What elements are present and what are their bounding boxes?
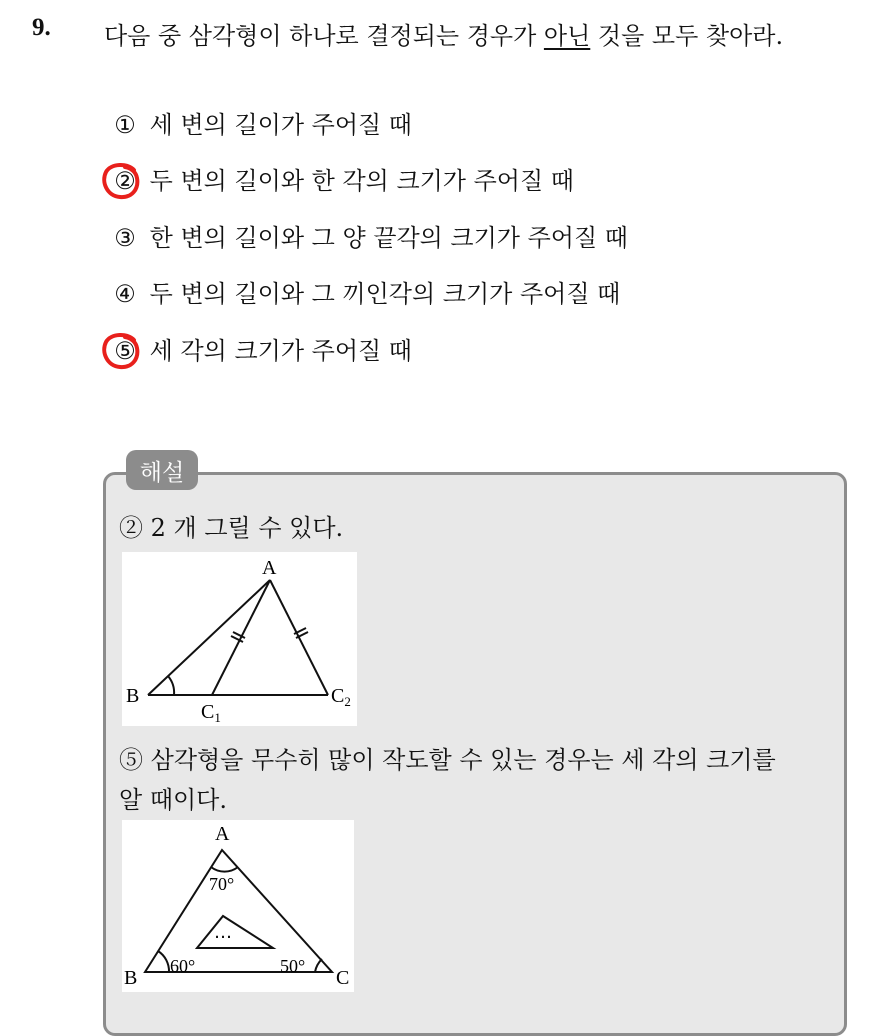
choice-text: 세 각의 크기가 주어질 때: [149, 337, 412, 365]
choice-2[interactable]: [108, 164, 574, 198]
choice-text: 두 변의 길이와 한 각의 크기가 주어질 때: [149, 167, 574, 195]
explanation-line-1: ② 2 개 그릴 수 있다.: [119, 514, 344, 542]
choice-3[interactable]: [108, 221, 628, 255]
question-number: 9.: [32, 14, 51, 41]
explanation-line-3: 알 때이다.: [119, 786, 227, 814]
choice-number: ①: [114, 111, 136, 139]
choice-4[interactable]: [108, 277, 620, 311]
question-text-before: 다음 중 삼각형이 하나로 결정되는 경우가: [104, 22, 544, 50]
explanation-tag: 해설: [126, 450, 198, 490]
label-c: C: [336, 967, 350, 989]
choice-number: ⑤: [114, 337, 136, 365]
question-text-after: 것을 모두 찾아라.: [590, 22, 784, 50]
label-b: B: [126, 685, 140, 707]
label-a: A: [215, 823, 230, 845]
choice-text: 세 변의 길이가 주어질 때: [149, 111, 412, 139]
triangle-diagram-2: [122, 820, 354, 992]
figure-similar-triangles: [122, 820, 354, 992]
triangle-diagram-1: [122, 552, 357, 726]
angle-c-label: 50°: [280, 956, 306, 976]
red-circle-mark-icon: [101, 332, 141, 370]
explanation-line-2: ⑤ 삼각형을 무수히 많이 작도할 수 있는 경우는 세 각의 크기를: [119, 746, 776, 774]
question-text: [104, 16, 783, 51]
label-c2: $C_2$: [331, 685, 351, 709]
choice-number: ④: [114, 280, 136, 308]
label-a: A: [262, 557, 277, 579]
question-text-underlined: 아닌: [543, 22, 591, 50]
red-circle-mark-icon: [101, 162, 141, 200]
choice-1[interactable]: [108, 108, 412, 142]
angle-a-label: 70°: [209, 874, 235, 894]
figure-two-triangles: [122, 552, 357, 726]
angle-b-label: 60°: [170, 956, 196, 976]
inner-ellipsis: …: [214, 922, 232, 943]
label-c1: $C_1$: [201, 701, 221, 725]
label-b: B: [124, 967, 138, 989]
choice-5[interactable]: [108, 334, 412, 368]
choice-text: 두 변의 길이와 그 끼인각의 크기가 주어질 때: [149, 280, 621, 308]
choice-number: ③: [114, 224, 136, 252]
choice-text: 한 변의 길이와 그 양 끝각의 크기가 주어질 때: [149, 224, 628, 252]
choice-number: ②: [114, 167, 136, 195]
